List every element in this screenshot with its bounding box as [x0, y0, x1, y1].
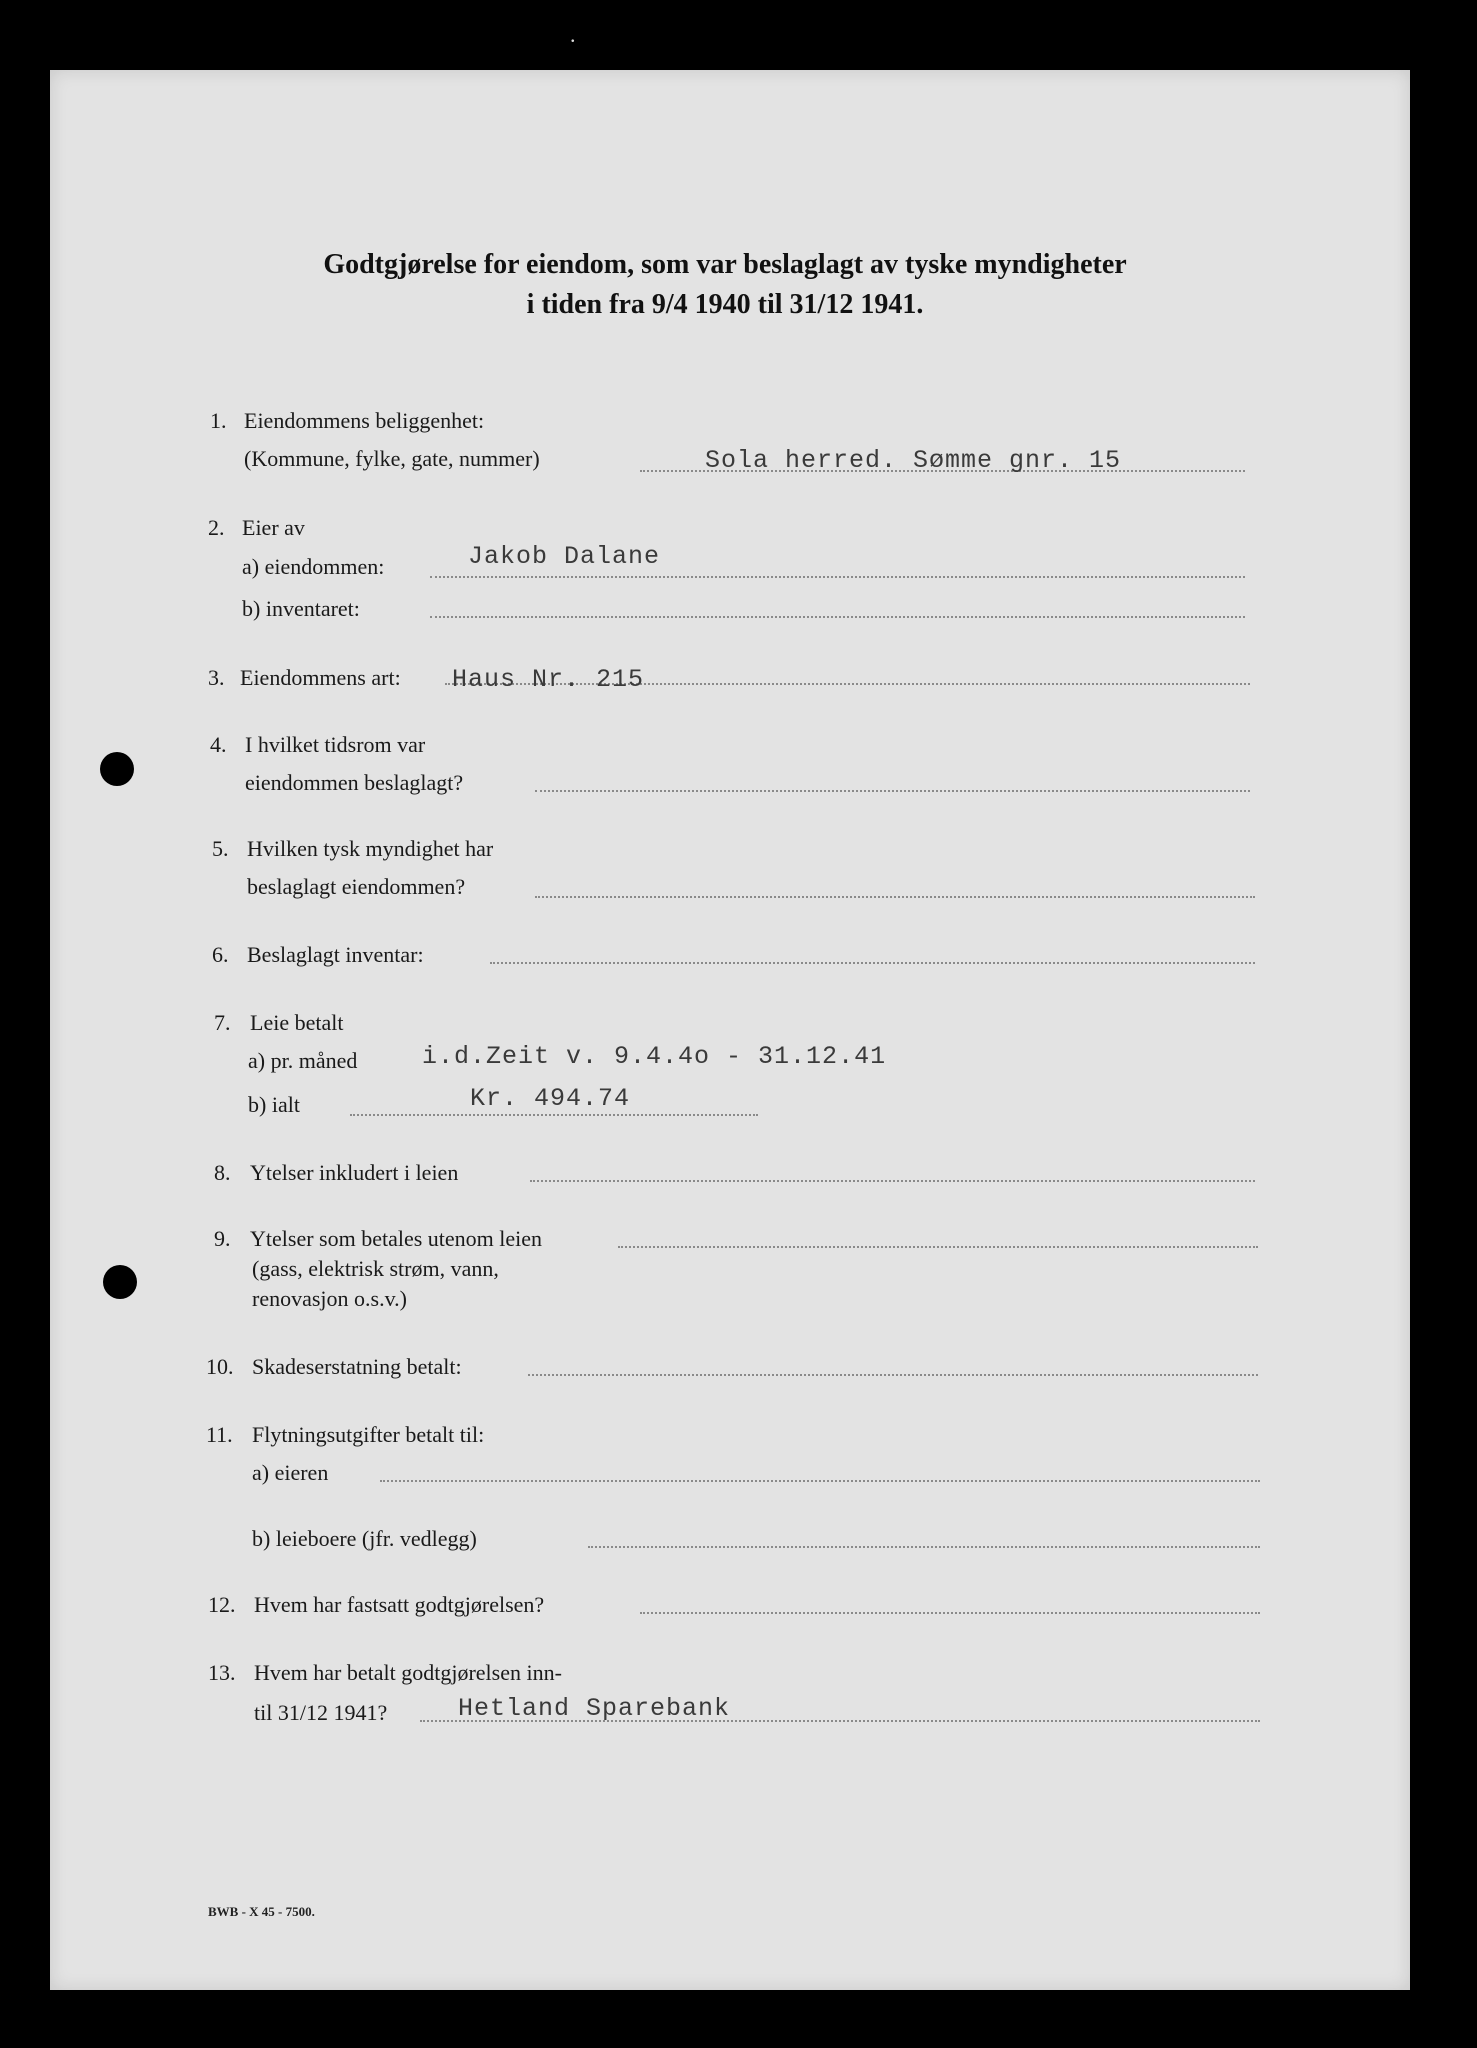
punch-hole-icon	[100, 752, 134, 786]
item-11a-label: a) eieren	[252, 1460, 329, 1485]
item-3-label: Eiendommens art:	[240, 665, 401, 690]
item-11b-label: b) leieboere (jfr. vedlegg)	[252, 1526, 477, 1551]
item-13-number: 13.	[208, 1660, 236, 1685]
item-5-sublabel: beslaglagt eiendommen?	[247, 874, 466, 899]
item-4-label: I hvilket tidsrom var	[245, 732, 426, 757]
item-11a-answer-line	[380, 1480, 1260, 1482]
item-7b-label: b) ialt	[248, 1092, 300, 1117]
item-4-number: 4.	[210, 732, 227, 757]
item-10-number: 10.	[206, 1354, 234, 1379]
item-9-number: 9.	[214, 1226, 231, 1251]
item-2a-answer: Jakob Dalane	[468, 542, 661, 571]
item-1-sublabel: (Kommune, fylke, gate, nummer)	[244, 446, 540, 471]
item-3-number: 3.	[208, 665, 225, 690]
item-2a-answer-line	[430, 576, 1245, 578]
item-13-answer: Hetland Sparebank	[458, 1694, 731, 1723]
item-9-sublabel-2: renovasjon o.s.v.)	[252, 1286, 407, 1311]
item-4-answer-line	[535, 790, 1250, 792]
item-7a-answer: i.d.Zeit v. 9.4.4o - 31.12.41	[422, 1042, 887, 1071]
item-6-number: 6.	[212, 942, 229, 967]
item-7b-answer: Kr. 494.74	[470, 1084, 631, 1113]
item-6-label: Beslaglagt inventar:	[247, 942, 424, 967]
item-5-label: Hvilken tysk myndighet har	[247, 836, 494, 861]
item-2b-answer-line	[430, 616, 1245, 618]
title-line-2: i tiden fra 9/4 1940 til 31/12 1941.	[526, 289, 924, 320]
item-12-label: Hvem har fastsatt godtgjørelsen?	[254, 1592, 545, 1617]
item-5-number: 5.	[212, 836, 229, 861]
item-10-answer-line	[528, 1374, 1258, 1376]
item-11b-answer-line	[588, 1546, 1260, 1548]
item-7-label: Leie betalt	[250, 1010, 344, 1035]
item-2b-label: b) inventaret:	[242, 596, 360, 621]
item-3-answer: Haus Nr. 215	[452, 665, 645, 694]
item-7a-label: a) pr. måned	[248, 1048, 358, 1073]
item-6-answer-line	[490, 962, 1255, 964]
item-9-label: Ytelser som betales utenom leien	[250, 1226, 543, 1251]
item-1-number: 1.	[210, 408, 227, 433]
item-13-sublabel: til 31/12 1941?	[254, 1700, 388, 1725]
item-4-sublabel: eiendommen beslaglagt?	[245, 770, 464, 795]
form-title	[240, 245, 1210, 325]
item-11-label: Flytningsutgifter betalt til:	[252, 1422, 485, 1447]
item-2a-label: a) eiendommen:	[242, 554, 385, 579]
title-line-1: Godtgjørelse for eiendom, som var beslaglagt av tyske myndigheter	[323, 249, 1127, 280]
item-11-number: 11.	[206, 1422, 233, 1447]
printer-code: BWB - X 45 - 7500.	[208, 1904, 315, 1919]
item-12-number: 12.	[208, 1592, 236, 1617]
punch-hole-icon	[103, 1265, 137, 1299]
item-8-label: Ytelser inkludert i leien	[250, 1160, 459, 1185]
item-8-answer-line	[530, 1180, 1255, 1182]
item-2-label: Eier av	[242, 515, 305, 540]
item-7b-answer-line	[350, 1114, 758, 1116]
item-1-label: Eiendommens beliggenhet:	[244, 408, 485, 433]
item-9-answer-line	[618, 1246, 1258, 1248]
item-13-label: Hvem har betalt godtgjørelsen inn-	[254, 1660, 562, 1685]
item-1-answer: Sola herred. Sømme gnr. 15	[705, 446, 1122, 475]
item-9-sublabel-1: (gass, elektrisk strøm, vann,	[252, 1256, 499, 1281]
item-10-label: Skadeserstatning betalt:	[252, 1354, 462, 1379]
item-7-number: 7.	[214, 1010, 231, 1035]
item-2-number: 2.	[208, 515, 225, 540]
item-8-number: 8.	[214, 1160, 231, 1185]
top-mark: .	[570, 22, 576, 47]
item-12-answer-line	[640, 1612, 1260, 1614]
item-5-answer-line	[535, 896, 1255, 898]
